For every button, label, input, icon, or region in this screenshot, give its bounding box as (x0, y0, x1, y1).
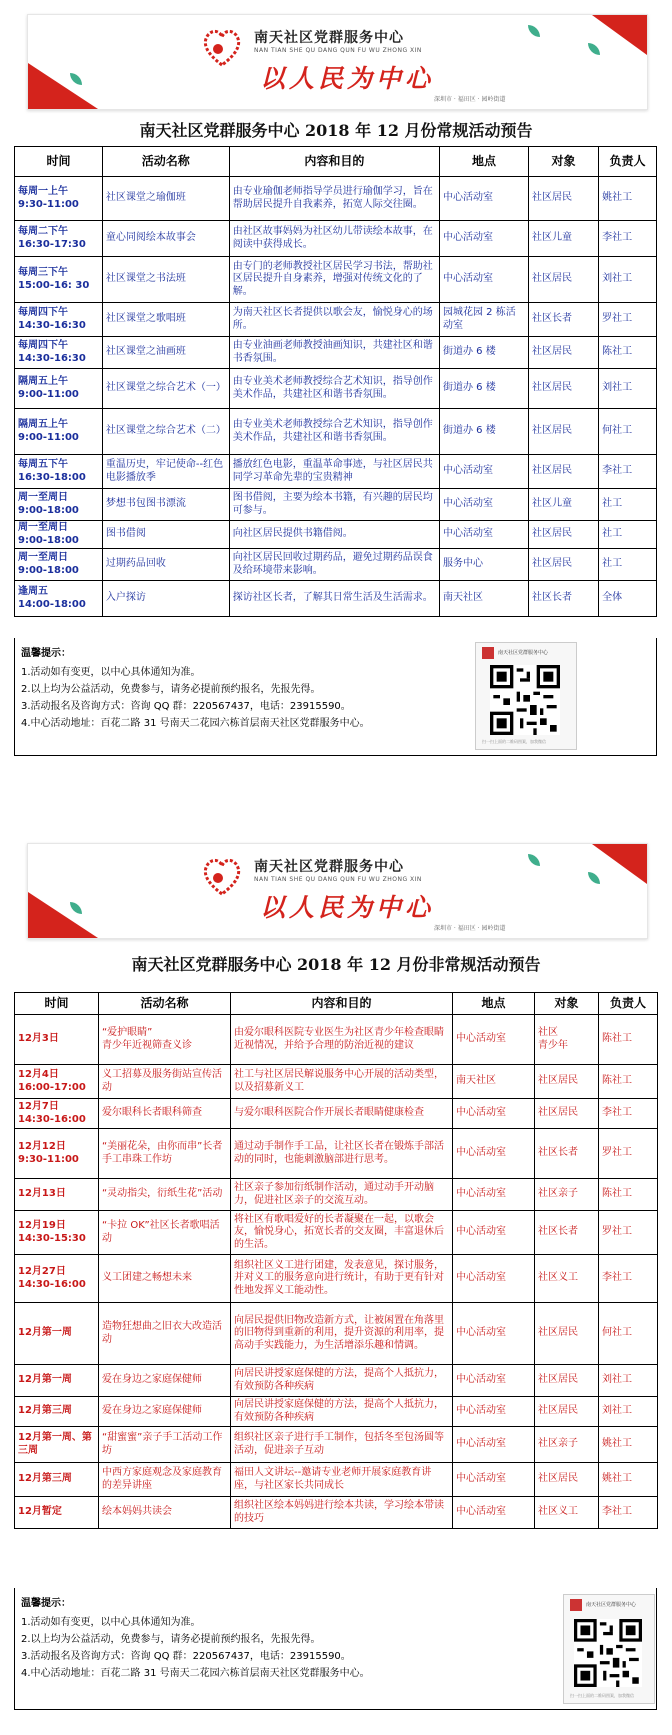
column-header: 对象 (535, 993, 599, 1015)
content-cell: 通过动手制作手工品，让社区长者在锻炼手部活动的同时，也能刺激脑部进行思考。 (231, 1129, 453, 1179)
org-name: 南天社区党群服务中心 (254, 859, 404, 875)
table-row (15, 1497, 658, 1529)
owner-cell: 姚社工 (599, 1463, 658, 1497)
venue-cell: 中心活动室 (453, 1129, 535, 1179)
audience-cell: 社区 青少年 (535, 1015, 599, 1065)
content-cell: 探访社区长者，了解其日常生活及生活需求。 (229, 581, 439, 617)
table-row (15, 1179, 658, 1211)
leaf-icon (528, 25, 540, 37)
column-header: 活动名称 (102, 147, 229, 177)
activity-name-cell: 绘本妈妈共读会 (99, 1497, 231, 1529)
content-cell: 将社区有歌唱爱好的长者凝聚在一起，以歌会友，愉悦身心，拓宽长者的交友圈，丰富退休后的生活。 (231, 1211, 453, 1255)
audience-cell: 社区居民 (535, 1397, 599, 1427)
venue-cell: 中心活动室 (440, 177, 529, 221)
owner-cell: 姚社工 (599, 1427, 658, 1463)
owner-cell: 李社工 (599, 1255, 658, 1303)
venue-cell: 中心活动室 (453, 1427, 535, 1463)
venue-cell: 服务中心 (440, 549, 529, 581)
column-header: 地点 (440, 147, 529, 177)
time-cell: 每周五下午 16:30-18:00 (15, 455, 103, 489)
table-header-row (15, 147, 657, 177)
venue-cell: 街道办 6 楼 (440, 369, 529, 409)
audience-cell: 社区居民 (535, 1099, 599, 1129)
owner-cell: 李社工 (599, 221, 657, 257)
slogan: 以人民为中心 (260, 64, 435, 93)
time-cell: 每周四下午 14:30-16:30 (15, 337, 103, 369)
owner-cell: 陈社工 (599, 1179, 658, 1211)
venue-cell: 街道办 6 楼 (440, 337, 529, 369)
audience-cell: 社区长者 (529, 581, 599, 617)
note-line: 4.中心活动地址：百花二路 31 号南天二花园六栋首层南天社区党群服务中心。 (21, 1668, 370, 1679)
banner-bottom (27, 843, 648, 939)
activity-name-cell: 童心同阅绘本故事会 (102, 221, 229, 257)
red-corner-right (592, 844, 647, 884)
content-cell: 播放红色电影，重温革命事迹，与社区居民共同学习革命先辈的宝贵精神 (229, 455, 439, 489)
table-row (15, 581, 657, 617)
org-pinyin: NAN TIAN SHE QU DANG QUN FU WU ZHONG XIN (254, 47, 422, 54)
time-cell: 每周三下午 15:00-16: 30 (15, 257, 103, 303)
venue-cell: 街道办 6 楼 (440, 409, 529, 455)
column-header: 内容和目的 (231, 993, 453, 1015)
owner-cell: 罗社工 (599, 1211, 658, 1255)
owner-cell: 刘社工 (599, 369, 657, 409)
table-row (15, 1463, 658, 1497)
table-row (15, 1365, 658, 1397)
column-header: 地点 (453, 993, 535, 1015)
time-cell: 12月27日 14:30-16:00 (15, 1255, 99, 1303)
banner-top (27, 14, 648, 110)
owner-cell: 刘社工 (599, 1365, 658, 1397)
qr-footer: 扫一扫上面的二维码图案，加我微信 (482, 739, 546, 744)
audience-cell: 社区亲子 (535, 1427, 599, 1463)
venue-cell: 中心活动室 (453, 1497, 535, 1529)
audience-cell: 社区居民 (529, 549, 599, 581)
audience-cell: 社区居民 (529, 521, 599, 549)
table-row (15, 409, 657, 455)
table-row (15, 1015, 658, 1065)
activity-name-cell: 图书借阅 (102, 521, 229, 549)
column-header: 时间 (15, 993, 99, 1015)
qr-avatar-icon (570, 1599, 582, 1611)
venue-cell: 中心活动室 (453, 1099, 535, 1129)
activity-name-cell: “灵动指尖，衍纸生花”活动 (99, 1179, 231, 1211)
activity-name-cell: 社区课堂之瑜伽班 (102, 177, 229, 221)
time-cell: 12月第一周、第三周 (15, 1427, 99, 1463)
qr-header: 南天社区党群服务中心 (498, 650, 549, 656)
time-cell: 隔周五上午 9:00-11:00 (15, 369, 103, 409)
table-row (15, 303, 657, 337)
audience-cell: 社区长者 (529, 303, 599, 337)
time-cell: 12月12日 9:30-11:00 (15, 1129, 99, 1179)
venue-cell: 中心活动室 (453, 1255, 535, 1303)
activity-name-cell: 爱在身边之家庭保健师 (99, 1397, 231, 1427)
owner-cell: 社工 (599, 549, 657, 581)
time-cell: 周一至周日 9:00-18:00 (15, 549, 103, 581)
time-cell: 12月13日 (15, 1179, 99, 1211)
content-cell: 向居民提供旧物改造新方式，让被闲置在角落里的旧物得到重新的利用，提升资源的利用率，提高动手实践能力，为生活增添乐趣和情调。 (231, 1303, 453, 1365)
time-cell: 12月第三周 (15, 1397, 99, 1427)
irregular-schedule-table (14, 992, 658, 1529)
wechat-qr-card (475, 642, 577, 750)
audience-cell: 社区义工 (535, 1497, 599, 1529)
column-header: 时间 (15, 147, 103, 177)
content-cell: 向社区居民回收过期药品，避免过期药品误食及给环境带来影响。 (229, 549, 439, 581)
content-cell: 社区亲子参加衍纸制作活动，通过动手开动脑力，促进社区亲子的交流互动。 (231, 1179, 453, 1211)
content-cell: 向居民讲授家庭保健的方法，提高个人抵抗力，有效预防各种疾病 (231, 1365, 453, 1397)
note-line: 2.以上均为公益活动，免费参与，请务必提前预约报名，先报先得。 (21, 684, 321, 695)
time-cell: 周一至周日 9:00-18:00 (15, 489, 103, 521)
owner-cell: 李社工 (599, 1497, 658, 1529)
venue-cell: 中心活动室 (453, 1015, 535, 1065)
owner-cell: 何社工 (599, 409, 657, 455)
table-row (15, 337, 657, 369)
activity-name-cell: 社区课堂之油画班 (102, 337, 229, 369)
activity-name-cell: 爱在身边之家庭保健师 (99, 1365, 231, 1397)
activity-name-cell: “美丽花朵，由你而串”长者手工串珠工作坊 (99, 1129, 231, 1179)
content-cell: 由专业瑜伽老师指导学员进行瑜伽学习，旨在帮助居民提升自我素养，拓宽人际交往圈。 (229, 177, 439, 221)
column-header: 内容和目的 (229, 147, 439, 177)
owner-cell: 罗社工 (599, 1129, 658, 1179)
venue-cell: 中心活动室 (440, 455, 529, 489)
venue-cell: 南天社区 (440, 581, 529, 617)
audience-cell: 社区居民 (529, 177, 599, 221)
audience-cell: 社区居民 (529, 337, 599, 369)
venue-cell: 南天社区 (453, 1065, 535, 1099)
table-row (15, 1427, 658, 1463)
venue-cell: 中心活动室 (453, 1303, 535, 1365)
time-cell: 逢周五 14:00-18:00 (15, 581, 103, 617)
content-cell: 组织社区绘本妈妈进行绘本共读，学习绘本带读的技巧 (231, 1497, 453, 1529)
table-row (15, 177, 657, 221)
owner-cell: 罗社工 (599, 303, 657, 337)
location-line: 深圳市 · 福田区 · 园岭街道 (434, 925, 506, 932)
activity-name-cell: 入户探访 (102, 581, 229, 617)
time-cell: 隔周五上午 9:00-11:00 (15, 409, 103, 455)
owner-cell: 刘社工 (599, 257, 657, 303)
audience-cell: 社区居民 (535, 1303, 599, 1365)
table-row (15, 1303, 658, 1365)
activity-name-cell: 社区课堂之书法班 (102, 257, 229, 303)
content-cell: 社工与社区居民解说服务中心开展的活动类型，以及招募新义工 (231, 1065, 453, 1099)
audience-cell: 社区长者 (535, 1129, 599, 1179)
note-line: 1.活动如有变更，以中心具体通知为准。 (21, 1617, 201, 1628)
qr-header: 南天社区党群服务中心 (586, 1602, 637, 1608)
org-name: 南天社区党群服务中心 (254, 30, 404, 46)
note-line: 4.中心活动地址：百花二路 31 号南天二花园六栋首层南天社区党群服务中心。 (21, 718, 370, 729)
content-cell: 福田人文讲坛--邀请专业老师开展家庭教育讲座，与社区家长共同成长 (231, 1463, 453, 1497)
regular-schedule-table (14, 146, 657, 617)
time-cell: 每周二下午 16:30-17:30 (15, 221, 103, 257)
time-cell: 12月第三周 (15, 1463, 99, 1497)
content-cell: 由专业美术老师教授综合艺术知识，指导创作美术作品，共建社区和谐书香氛围。 (229, 409, 439, 455)
activity-name-cell: 造物狂想曲之旧衣大改造活动 (99, 1303, 231, 1365)
content-cell: 由专门的老师教授社区居民学习书法，帮助社区居民提升自身素养，增强对传统文化的了解。 (229, 257, 439, 303)
owner-cell: 全体 (599, 581, 657, 617)
owner-cell: 陈社工 (599, 1015, 658, 1065)
activity-name-cell: 中西方家庭观念及家庭教育的差异讲座 (99, 1463, 231, 1497)
time-cell: 周一至周日 9:00-18:00 (15, 521, 103, 549)
table-row (15, 521, 657, 549)
audience-cell: 社区长者 (535, 1211, 599, 1255)
table-row (15, 1065, 658, 1099)
activity-name-cell: 过期药品回收 (102, 549, 229, 581)
red-corner-right (592, 15, 647, 55)
content-cell: 组织社区亲子进行手工制作，包括冬至包汤圆等活动，促进亲子互动 (231, 1427, 453, 1463)
activity-name-cell: 爱尔眼科长者眼科筛查 (99, 1099, 231, 1129)
content-cell: 图书借阅，主要为绘本书籍，有兴趣的居民均可参与。 (229, 489, 439, 521)
venue-cell: 中心活动室 (453, 1365, 535, 1397)
column-header: 负责人 (599, 147, 657, 177)
content-cell: 由爱尔眼科医院专业医生为社区青少年检查眼睛近视情况，并给予合理的防治近视的建议 (231, 1015, 453, 1065)
party-heart-logo-icon (200, 854, 244, 898)
table-row (15, 1211, 658, 1255)
table-row (15, 1129, 658, 1179)
time-cell: 每周四下午 14:30-16:30 (15, 303, 103, 337)
note-line: 3.活动报名及咨询方式：咨询 QQ 群：220567437，电话：23915590。 (21, 1651, 351, 1662)
note-line: 1.活动如有变更，以中心具体通知为准。 (21, 667, 201, 678)
activity-name-cell: 社区课堂之歌唱班 (102, 303, 229, 337)
regular-notes (14, 638, 657, 756)
owner-cell: 陈社工 (599, 1065, 658, 1099)
activity-name-cell: 重温历史，牢记使命--红色电影播放季 (102, 455, 229, 489)
qr-avatar-icon (482, 647, 494, 659)
regular-title: 南天社区党群服务中心 2018 年 12 月份常规活动预告 (139, 121, 533, 140)
activity-name-cell: “爱护眼睛” 青少年近视筛查义诊 (99, 1015, 231, 1065)
activity-name-cell: 义工招募及服务街站宣传活动 (99, 1065, 231, 1099)
activity-name-cell: 社区课堂之综合艺术（一） (102, 369, 229, 409)
venue-cell: 中心活动室 (453, 1179, 535, 1211)
time-cell: 12月4日 16:00-17:00 (15, 1065, 99, 1099)
owner-cell: 李社工 (599, 455, 657, 489)
note-line: 2.以上均为公益活动，免费参与，请务必提前预约报名，先报先得。 (21, 1634, 321, 1645)
red-corner-left (28, 892, 98, 938)
content-cell: 与爱尔眼科医院合作开展长者眼睛健康检查 (231, 1099, 453, 1129)
owner-cell: 姚社工 (599, 177, 657, 221)
note-line: 3.活动报名及咨询方式：咨询 QQ 群：220567437，电话：23915590。 (21, 701, 351, 712)
audience-cell: 社区居民 (529, 409, 599, 455)
venue-cell: 中心活动室 (440, 489, 529, 521)
table-row (15, 1255, 658, 1303)
audience-cell: 社区居民 (529, 369, 599, 409)
venue-cell: 中心活动室 (440, 521, 529, 549)
venue-cell: 中心活动室 (440, 221, 529, 257)
content-cell: 组织社区义工进行团建，发表意见，探讨服务，并对义工的服务意向进行统计，有助于更有针对性地发挥义工能动性。 (231, 1255, 453, 1303)
notes-title: 温馨提示： (21, 648, 71, 659)
slogan: 以人民为中心 (260, 893, 435, 922)
leaf-icon (528, 854, 540, 866)
audience-cell: 社区居民 (535, 1065, 599, 1099)
org-pinyin: NAN TIAN SHE QU DANG QUN FU WU ZHONG XIN (254, 876, 422, 883)
owner-cell: 社工 (599, 521, 657, 549)
table-header-row (15, 993, 658, 1015)
audience-cell: 社区居民 (535, 1463, 599, 1497)
owner-cell: 李社工 (599, 1099, 658, 1129)
venue-cell: 中心活动室 (453, 1211, 535, 1255)
activity-name-cell: 义工团建之畅想未来 (99, 1255, 231, 1303)
column-header: 负责人 (599, 993, 658, 1015)
table-row (15, 221, 657, 257)
table-row (15, 549, 657, 581)
time-cell: 每周一上午 9:30-11:00 (15, 177, 103, 221)
content-cell: 为南天社区长者提供以歌会友，愉悦身心的场所。 (229, 303, 439, 337)
owner-cell: 社工 (599, 489, 657, 521)
audience-cell: 社区儿童 (529, 221, 599, 257)
audience-cell: 社区居民 (535, 1365, 599, 1397)
red-corner-left (28, 63, 98, 109)
irregular-notes (14, 1588, 657, 1710)
activity-name-cell: “卡拉 OK”社区长者歌唱活动 (99, 1211, 231, 1255)
venue-cell: 中心活动室 (453, 1397, 535, 1427)
content-cell: 由专业油画老师教授油画知识，共建社区和谐书香氛围。 (229, 337, 439, 369)
location-line: 深圳市 · 福田区 · 园岭街道 (434, 96, 506, 103)
table-row (15, 369, 657, 409)
qr-code-icon (574, 1619, 642, 1687)
table-row (15, 1099, 658, 1129)
content-cell: 由社区故事妈妈为社区幼儿带读绘本故事，在阅读中获得成长。 (229, 221, 439, 257)
party-heart-logo-icon (200, 25, 244, 69)
activity-name-cell: 社区课堂之综合艺术（二） (102, 409, 229, 455)
time-cell: 12月暂定 (15, 1497, 99, 1529)
time-cell: 12月19日 14:30-15:30 (15, 1211, 99, 1255)
time-cell: 12月第一周 (15, 1303, 99, 1365)
content-cell: 向社区居民提供书籍借阅。 (229, 521, 439, 549)
qr-code-icon (490, 665, 560, 735)
activity-name-cell: “甜蜜蜜”亲子手工活动工作坊 (99, 1427, 231, 1463)
owner-cell: 陈社工 (599, 337, 657, 369)
table-row (15, 489, 657, 521)
owner-cell: 何社工 (599, 1303, 658, 1365)
content-cell: 由专业美术老师教授综合艺术知识，指导创作美术作品，共建社区和谐书香氛围。 (229, 369, 439, 409)
column-header: 对象 (529, 147, 599, 177)
audience-cell: 社区义工 (535, 1255, 599, 1303)
venue-cell: 园城花园 2 栋活动室 (440, 303, 529, 337)
table-row (15, 455, 657, 489)
table-row (15, 257, 657, 303)
wechat-qr-card (563, 1594, 655, 1704)
table-row (15, 1397, 658, 1427)
irregular-title: 南天社区党群服务中心 2018 年 12 月份非常规活动预告 (131, 955, 541, 974)
time-cell: 12月第一周 (15, 1365, 99, 1397)
column-header: 活动名称 (99, 993, 231, 1015)
time-cell: 12月7日 14:30-16:00 (15, 1099, 99, 1129)
time-cell: 12月3日 (15, 1015, 99, 1065)
content-cell: 向居民讲授家庭保健的方法，提高个人抵抗力，有效预防各种疾病 (231, 1397, 453, 1427)
notes-title: 温馨提示： (21, 1598, 71, 1609)
venue-cell: 中心活动室 (440, 257, 529, 303)
venue-cell: 中心活动室 (453, 1463, 535, 1497)
qr-footer: 扫一扫上面的二维码图案，加我微信 (570, 1693, 634, 1698)
activity-name-cell: 梦想书包图书漂流 (102, 489, 229, 521)
audience-cell: 社区儿童 (529, 489, 599, 521)
audience-cell: 社区居民 (529, 455, 599, 489)
audience-cell: 社区亲子 (535, 1179, 599, 1211)
owner-cell: 刘社工 (599, 1397, 658, 1427)
audience-cell: 社区居民 (529, 257, 599, 303)
